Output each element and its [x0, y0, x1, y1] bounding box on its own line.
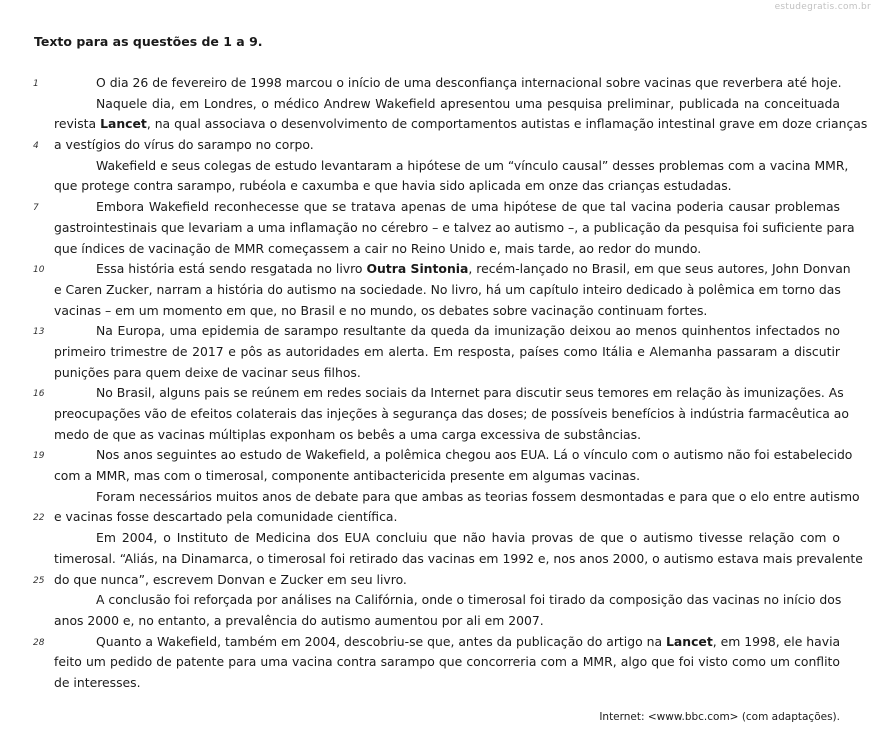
text-segment: e Caren Zucker, narram a história do autismo na sociedade. No livro, há um capítulo inteiro dedicado à polêmica em torno das — [54, 281, 841, 297]
line-text — [54, 114, 868, 135]
line-text — [54, 280, 840, 301]
line-text — [54, 218, 855, 239]
text-line — [0, 590, 877, 611]
text-line — [0, 632, 877, 653]
line-text — [54, 259, 851, 280]
line-text — [54, 425, 840, 446]
line-text — [54, 507, 840, 528]
line-number: 22 — [33, 513, 45, 524]
text-line — [0, 73, 877, 94]
line-text — [54, 383, 844, 404]
text-segment: Essa história está sendo resgatada no livro — [96, 261, 367, 277]
text-segment: a vestígios do vírus do sarampo no corpo. — [54, 137, 314, 153]
line-number: 19 — [33, 451, 45, 462]
text-line — [0, 259, 877, 280]
line-text — [54, 176, 840, 197]
text-segment: Nos anos seguintes ao estudo de Wakefield, a polêmica chegou aos EUA. Lá o vínculo com o autismo não foi estabelecido — [96, 447, 853, 463]
line-text — [54, 135, 840, 156]
line-text — [54, 301, 840, 322]
line-number: 13 — [33, 327, 45, 338]
text-line — [0, 197, 877, 218]
text-line — [0, 445, 877, 466]
line-text — [54, 321, 840, 342]
text-segment: que protege contra sarampo, rubéola e caxumba e que havia sido aplicada em onze das crianças estudadas. — [54, 178, 732, 194]
text-segment: Embora Wakefield reconhecesse que se tratava apenas de uma hipótese de que tal vacina poderia causar problemas — [96, 199, 840, 215]
line-text — [54, 404, 849, 425]
text-line — [0, 570, 877, 591]
source-citation: Internet: <www.bbc.com> (com adaptações). — [599, 711, 840, 723]
passage-text — [0, 73, 877, 694]
line-text — [54, 239, 840, 260]
line-number: 7 — [33, 203, 39, 214]
line-text — [54, 363, 840, 384]
text-segment: preocupações vão de efeitos colaterais das injeções à segurança das doses; de possíveis benefícios à indústria farmacêutica ao — [54, 406, 849, 421]
text-segment: Foram necessários muitos anos de debate para que ambas as teorias fossem desmontadas e para que o elo entre autismo — [96, 488, 860, 504]
line-number: 4 — [33, 141, 39, 152]
line-text — [54, 632, 840, 653]
text-line — [0, 301, 877, 322]
text-line — [0, 425, 877, 446]
text-line — [0, 114, 877, 135]
line-text — [54, 466, 840, 487]
text-segment: , na qual associava o desenvolvimento de comportamentos autistas e inflamação intestinal grave em doze crianças — [146, 116, 868, 132]
text-segment: No Brasil, alguns pais se reúnem em redes sociais da Internet para discutir seus temores em relação às imunizações. As — [96, 385, 844, 401]
text-segment: O dia 26 de fevereiro de 1998 marcou o início de uma desconfiança internacional sobre vacinas que reverbera até hoje. — [96, 75, 842, 90]
text-line — [0, 383, 877, 404]
text-line — [0, 280, 877, 301]
line-text — [54, 156, 849, 177]
text-segment: medo de que as vacinas múltiplas exponham os bebês a uma carga excessiva de substâncias. — [54, 426, 642, 442]
text-segment: que índices de vacinação de MMR começassem a cair no Reino Unido e, mais tarde, ao redor do mundo. — [54, 240, 702, 256]
line-text — [54, 73, 840, 94]
line-text — [54, 528, 840, 549]
text-line — [0, 342, 877, 363]
text-line — [0, 507, 877, 528]
text-segment: gastrointestinais que levariam a uma inflamação no cérebro – e talvez ao autismo –, a publicação da pesquisa foi suficiente para — [54, 219, 855, 235]
line-number: 16 — [33, 389, 45, 400]
section-heading: Texto para as questões de 1 a 9. — [34, 34, 263, 49]
text-line — [0, 156, 877, 177]
text-segment: , em 1998, ele havia — [712, 633, 841, 649]
text-line — [0, 363, 877, 384]
text-segment: Em 2004, o Instituto de Medicina dos EUA concluiu que não havia provas de que o autismo tivesse relação com o — [96, 530, 840, 546]
text-segment: e vacinas fosse descartado pela comunidade científica. — [54, 509, 398, 525]
bold-title: Lancet — [100, 116, 147, 132]
text-line — [0, 239, 877, 260]
line-text — [54, 652, 840, 673]
line-text — [54, 342, 840, 363]
text-line — [0, 611, 877, 632]
text-line — [0, 466, 877, 487]
text-line — [0, 549, 877, 570]
line-text — [54, 445, 853, 466]
line-text — [54, 590, 840, 611]
line-number: 10 — [33, 265, 45, 276]
line-text — [54, 487, 860, 508]
line-text — [54, 94, 840, 115]
text-segment: de interesses. — [54, 674, 141, 690]
text-line — [0, 94, 877, 115]
text-segment: Naquele dia, em Londres, o médico Andrew Wakefield apresentou uma pesquisa preliminar, publicada na conceituada — [96, 95, 840, 111]
text-line — [0, 176, 877, 197]
watermark: estudegratis.com.br — [774, 2, 871, 12]
text-line — [0, 528, 877, 549]
text-segment: do que nunca”, escrevem Donvan e Zucker em seu livro. — [54, 571, 407, 587]
line-text — [54, 611, 840, 632]
text-segment: Wakefield e seus colegas de estudo levantaram a hipótese de um “vínculo causal” desses problemas com a vacina MMR, — [96, 157, 849, 173]
text-line — [0, 321, 877, 342]
text-line — [0, 218, 877, 239]
line-number: 1 — [33, 79, 39, 89]
text-line — [0, 487, 877, 508]
line-text — [54, 197, 840, 218]
text-segment: A conclusão foi reforçada por análises na Califórnia, onde o timerosal foi tirado da composição das vacinas no início dos — [96, 592, 842, 608]
bold-title: Outra Sintonia — [366, 261, 469, 277]
text-segment: timerosal. “Aliás, na Dinamarca, o timerosal foi retirado das vacinas em 1992 e, nos anos 2000, o autismo estava mais prevalente — [54, 550, 863, 566]
text-line — [0, 652, 877, 673]
text-segment: Quanto a Wakefield, também em 2004, descobriu-se que, antes da publicação do artigo na — [96, 633, 666, 649]
line-number: 28 — [33, 637, 45, 648]
text-segment: anos 2000 e, no entanto, a prevalência do autismo aumentou por ali em 2007. — [54, 612, 544, 628]
text-segment: revista — [54, 116, 101, 132]
line-text — [54, 570, 840, 591]
bold-title: Lancet — [666, 633, 713, 649]
text-segment: punições para quem deixe de vacinar seus filhos. — [54, 364, 361, 380]
text-segment: feito um pedido de patente para uma vacina contra sarampo que concorreria com a MMR, algo que foi visto como um conflito — [54, 654, 840, 670]
line-number: 25 — [33, 575, 45, 586]
text-segment: primeiro trimestre de 2017 e pôs as autoridades em alerta. Em resposta, países como Itália e Alemanha passaram a discutir — [54, 343, 840, 359]
line-text — [54, 549, 863, 570]
text-segment: , recém-lançado no Brasil, em que seus autores, John Donvan — [468, 261, 851, 277]
text-segment: vacinas – em um momento em que, no Brasil e no mundo, os debates sobre vacinação continuam fortes. — [54, 302, 708, 318]
line-text — [54, 673, 840, 694]
text-line — [0, 673, 877, 694]
text-line — [0, 135, 877, 156]
text-segment: com a MMR, mas com o timerosal, componente antibactericida presente em algumas vacinas. — [54, 468, 641, 484]
text-segment: Na Europa, uma epidemia de sarampo resultante da queda da imunização deixou ao menos quinhentos infectados no — [96, 323, 840, 339]
text-line — [0, 404, 877, 425]
